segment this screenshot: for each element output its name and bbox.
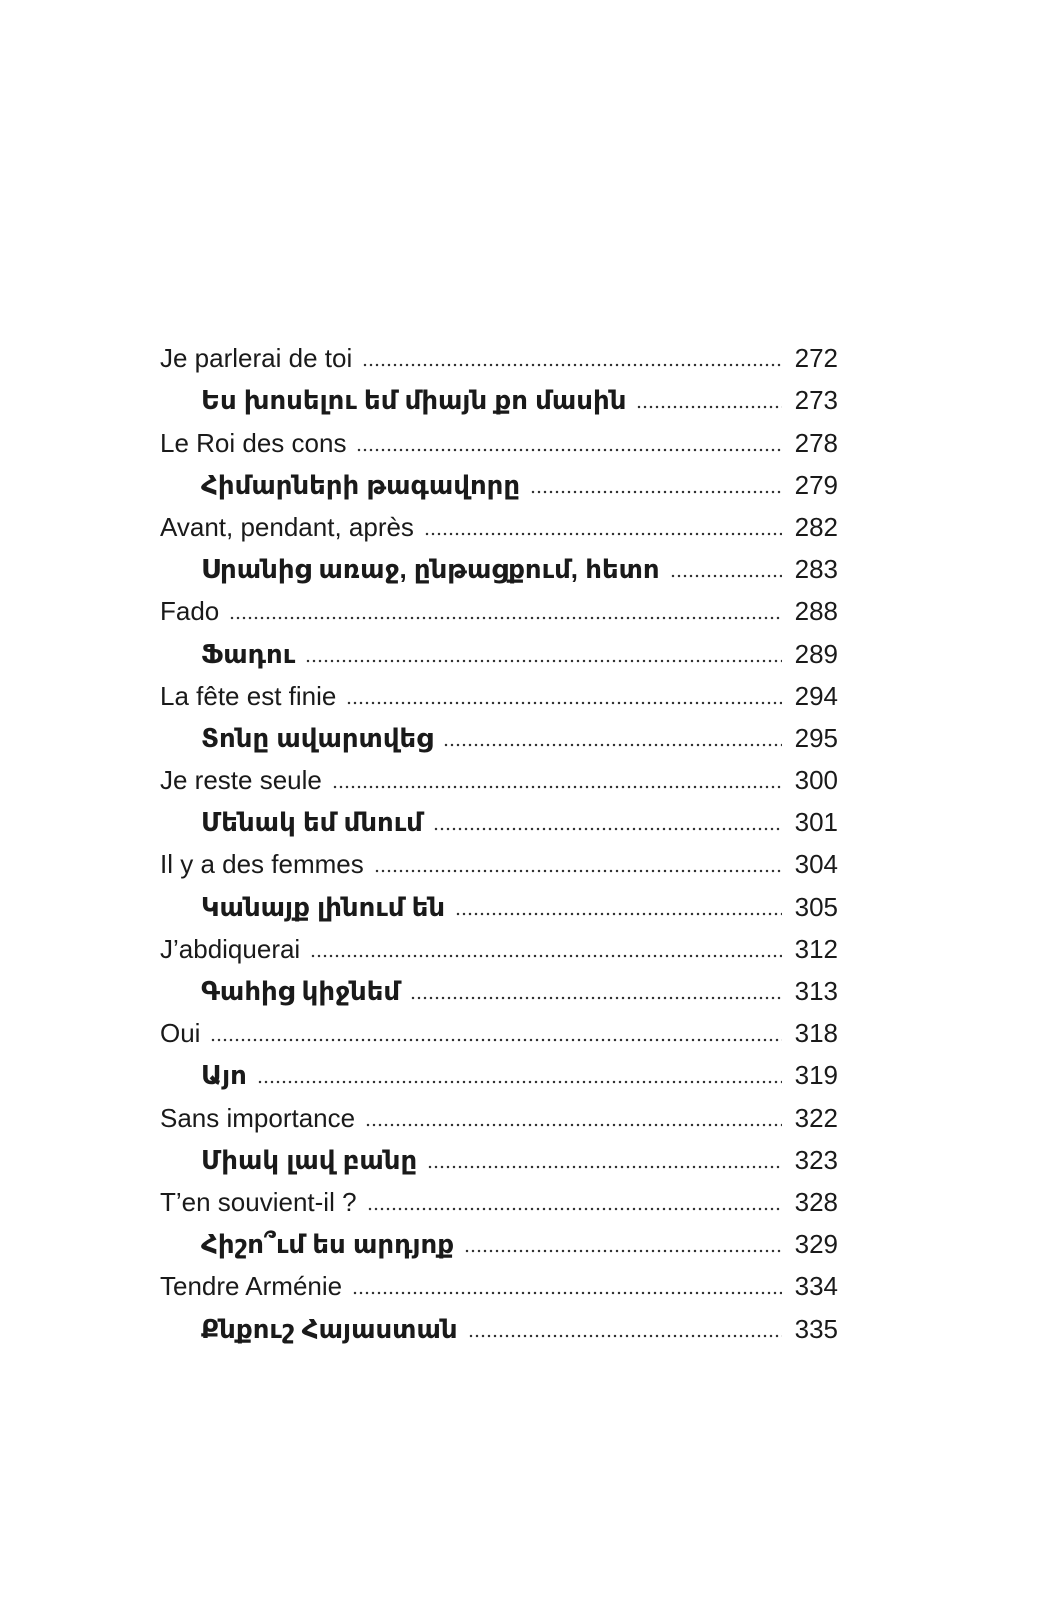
toc-entry-title: J’abdiquerai <box>160 933 301 964</box>
toc-entry-armenian <box>160 549 838 591</box>
toc-entry-french <box>160 760 838 802</box>
toc-entry-french <box>160 338 838 380</box>
toc-entry-title: Հիշո՞ւմ ես արդյոք <box>201 1229 455 1260</box>
dot-leader <box>433 826 782 832</box>
toc-entry-page-number: 295 <box>794 722 838 753</box>
toc-entry-title: Je reste seule <box>160 765 322 796</box>
toc-entry-french <box>160 1266 838 1308</box>
toc-entry-armenian <box>160 465 838 507</box>
dot-leader <box>365 1122 782 1128</box>
toc-entry-french <box>160 507 838 549</box>
dot-leader <box>210 1037 782 1043</box>
dot-leader <box>367 1206 782 1212</box>
toc-entry-page-number: 312 <box>794 933 838 964</box>
dot-leader <box>352 1290 782 1296</box>
toc-entry-french <box>160 422 838 464</box>
table-of-contents <box>160 338 838 1351</box>
toc-entry-title: La fête est finie <box>160 680 337 711</box>
dot-leader <box>427 1164 782 1170</box>
toc-entry-page-number: 329 <box>794 1229 838 1260</box>
toc-entry-armenian <box>160 886 838 928</box>
toc-entry-title: Sans importance <box>160 1102 356 1133</box>
toc-entry-title: Քնքուշ Հայաստան <box>201 1313 458 1344</box>
dot-leader <box>468 1333 782 1339</box>
dot-leader <box>257 1079 782 1085</box>
toc-entry-title: Avant, pendant, après <box>160 511 414 542</box>
toc-entry-page-number: 313 <box>794 976 838 1006</box>
toc-entry-title: Ֆադու <box>201 638 296 669</box>
toc-entry-armenian <box>160 1224 838 1266</box>
toc-entry-armenian <box>160 1055 838 1097</box>
toc-entry-page-number: 288 <box>794 596 838 627</box>
toc-entry-title: Այո <box>201 1060 247 1091</box>
toc-entry-armenian <box>160 971 838 1013</box>
dot-leader <box>374 868 782 874</box>
toc-entry-title: Միակ լավ բանը <box>201 1144 418 1175</box>
dot-leader <box>362 362 782 368</box>
toc-entry-title: Je parlerai de toi <box>160 343 353 374</box>
toc-entry-french <box>160 676 838 718</box>
dot-leader <box>670 573 782 579</box>
toc-entry-page-number: 304 <box>794 849 838 880</box>
toc-entry-page-number: 323 <box>794 1144 838 1175</box>
toc-entry-armenian <box>160 1308 838 1350</box>
toc-entry-french <box>160 591 838 633</box>
dot-leader <box>636 404 782 410</box>
toc-entry-armenian <box>160 633 838 675</box>
toc-entry-armenian <box>160 380 838 422</box>
toc-entry-french <box>160 1013 838 1055</box>
toc-entry-page-number: 289 <box>794 638 838 669</box>
toc-entry-title: Տոնը ավարտվեց <box>201 722 433 753</box>
toc-entry-french <box>160 1182 838 1224</box>
toc-entry-page-number: 318 <box>794 1018 838 1049</box>
toc-entry-armenian <box>160 1140 838 1182</box>
dot-leader <box>356 447 782 453</box>
toc-entry-french <box>160 844 838 886</box>
toc-entry-page-number: 301 <box>794 807 838 838</box>
dot-leader <box>424 531 782 537</box>
dot-leader <box>305 658 782 664</box>
toc-entry-page-number: 278 <box>794 427 838 458</box>
toc-entry-page-number: 283 <box>794 554 838 585</box>
toc-entry-page-number: 294 <box>794 680 838 711</box>
toc-entry-page-number: 282 <box>794 511 838 542</box>
toc-entry-title: Tendre Arménie <box>160 1271 343 1302</box>
toc-entry-title: Il y a des femmes <box>160 849 364 880</box>
dot-leader <box>310 953 782 959</box>
dot-leader <box>410 995 782 1001</box>
toc-entry-title: Fado <box>160 596 220 627</box>
toc-entry-title: T’en souvient-il ? <box>160 1186 357 1217</box>
dot-leader <box>464 1248 782 1254</box>
toc-entry-title: Ես խոսելու եմ միայն քո մասին <box>201 385 627 416</box>
toc-entry-page-number: 322 <box>794 1102 838 1133</box>
toc-entry-armenian <box>160 718 838 760</box>
toc-entry-title: Հիմարների թագավորը <box>201 469 521 500</box>
toc-entry-page-number: 328 <box>794 1186 838 1217</box>
toc-entry-page-number: 305 <box>794 891 838 922</box>
toc-entry-page-number: 335 <box>794 1313 838 1344</box>
dot-leader <box>443 742 782 748</box>
toc-entry-page-number: 272 <box>794 343 838 374</box>
toc-entry-title: Le Roi des cons <box>160 427 347 458</box>
toc-entry-armenian <box>160 802 838 844</box>
toc-entry-french <box>160 1097 838 1139</box>
dot-leader <box>530 489 782 495</box>
toc-entry-title: Կանայք լինում են <box>201 891 446 922</box>
toc-entry-title: Սրանից առաջ, ընթացքում, հետո <box>201 554 660 585</box>
dot-leader <box>455 911 782 917</box>
toc-entry-page-number: 279 <box>794 469 838 500</box>
toc-entry-page-number: 334 <box>794 1271 838 1302</box>
toc-entry-page-number: 300 <box>794 765 838 796</box>
toc-entry-title: Մենակ եմ մնում <box>201 807 423 838</box>
toc-entry-title: Oui <box>160 1018 201 1049</box>
toc-entry-page-number: 273 <box>794 385 838 416</box>
toc-entry-page-number: 319 <box>794 1060 838 1091</box>
dot-leader <box>346 700 782 706</box>
toc-entry-french <box>160 929 838 971</box>
dot-leader <box>229 615 782 621</box>
dot-leader <box>332 784 782 790</box>
toc-entry-title: Գահից կիջնեմ <box>201 976 401 1006</box>
